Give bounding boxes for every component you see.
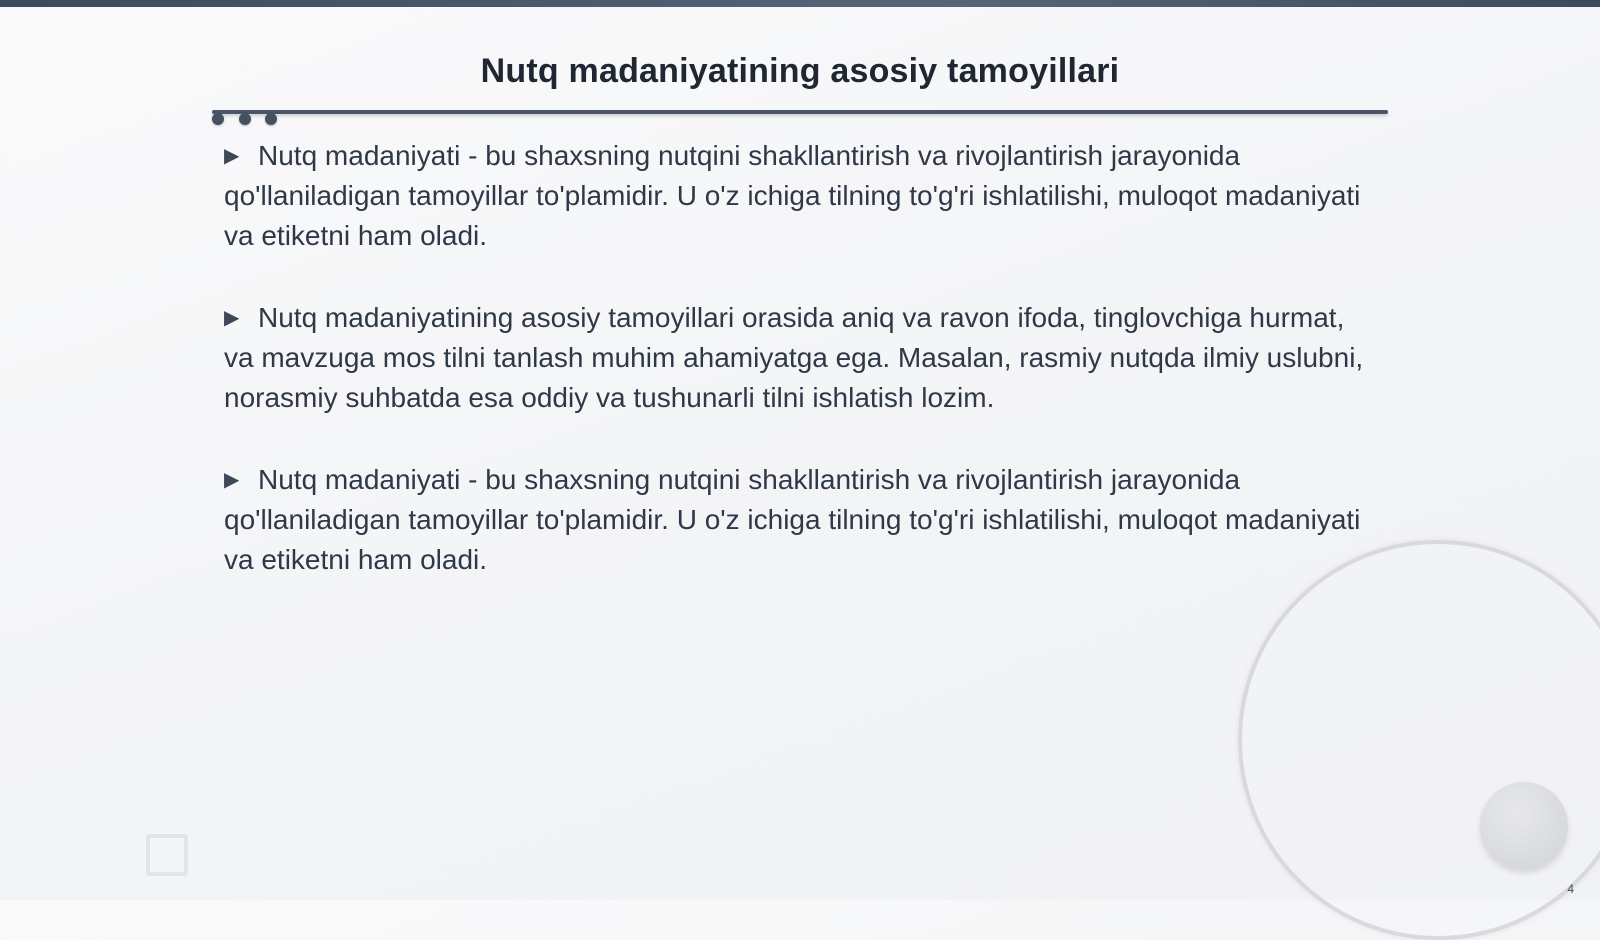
decorative-square [146, 834, 188, 876]
slide-title: Nutq madaniyatining asosiy tamoyillari [480, 52, 1120, 90]
bullet-item [224, 298, 1374, 418]
decorative-dot [265, 113, 277, 125]
bullet-item [224, 460, 1374, 580]
title-underline [212, 110, 1388, 114]
bullet-arrow-icon: ▶ [224, 469, 240, 491]
top-accent-bar [0, 0, 1600, 7]
decorative-dot [239, 113, 251, 125]
decorative-dot [212, 113, 224, 125]
bullet-text: Nutq madaniyatining asosiy tamoyillari orasida aniq va ravon ifoda, tinglovchiga hurmat, va mavzuga mos tilni tanlash muhim ahamiyatga ega. Masalan, rasmiy nutqda ilmiy uslubni, norasmiy suhbatda esa oddiy va tushunarli tilni ishlatish lozim. [224, 302, 1364, 413]
bullet-arrow-icon: ▶ [224, 307, 240, 329]
bullet-item [224, 136, 1374, 256]
page-number: 4 [1567, 882, 1574, 896]
bullet-arrow-icon: ▶ [224, 145, 240, 167]
bullet-text: Nutq madaniyati - bu shaxsning nutqini shakllantirish va rivojlantirish jarayonida qo'llaniladigan tamoyillar to'plamidir. U o'z ichiga tilning to'g'ri ishlatilishi, muloqot madaniyati va etiketni ham oladi. [224, 140, 1361, 251]
bullet-text: Nutq madaniyati - bu shaxsning nutqini shakllantirish va rivojlantirish jarayonida qo'llaniladigan tamoyillar to'plamidir. U o'z ichiga tilning to'g'ri ishlatilishi, muloqot madaniyati va etiketni ham oladi. [224, 464, 1361, 575]
decorative-circle [1480, 782, 1568, 870]
bullet-list [224, 136, 1374, 622]
